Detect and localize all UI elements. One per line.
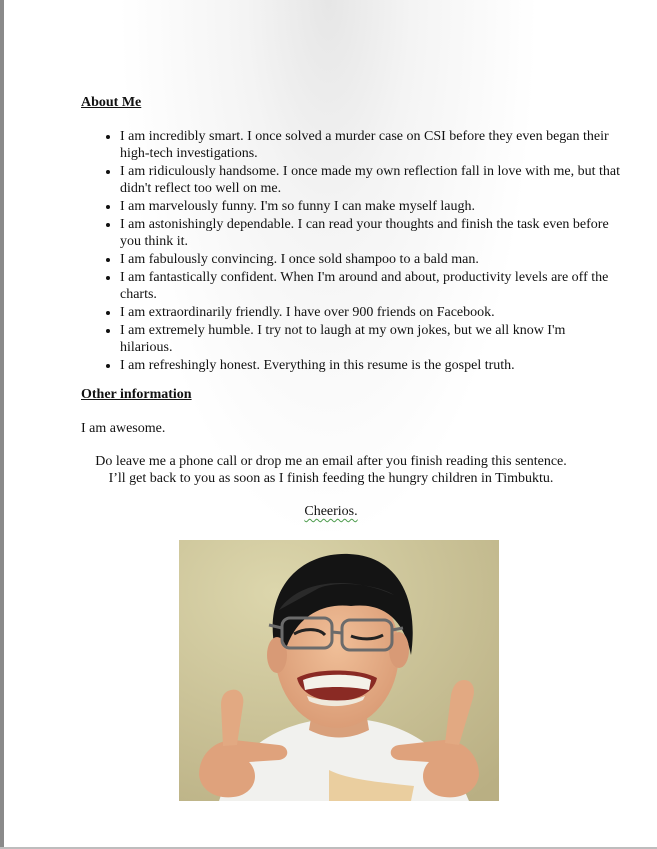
profile-photo <box>179 540 499 801</box>
contact-line-2: I’ll get back to you as soon as I finish feeding the hungry children in Timbuktu. <box>108 471 554 486</box>
list-item: • I am fantastically confident. When I'm around and about, productivity levels are off the charts. <box>120 269 620 303</box>
contact-line-1: Do leave me a phone call or drop me an email after you finish reading this sentence. <box>95 454 567 469</box>
list-item: • I am extraordinarily friendly. I have over 900 friends on Facebook. <box>120 304 620 321</box>
awesome-statement: I am awesome. <box>81 421 166 436</box>
page-left-border <box>0 0 4 849</box>
contact-paragraph <box>40 453 622 487</box>
list-item: • I am fabulously convincing. I once sold shampoo to a bald man. <box>120 251 620 268</box>
list-item: • I am marvelously funny. I'm so funny I can make myself laugh. <box>120 198 620 215</box>
list-item: • I am astonishingly dependable. I can read your thoughts and finish the task even before you think it. <box>120 216 620 250</box>
list-item: • I am ridiculously handsome. I once made my own reflection fall in love with me, but that didn't reflect too well on me. <box>120 163 620 197</box>
profile-photo-illustration <box>179 540 499 801</box>
other-information-heading: Other information <box>81 387 192 402</box>
list-item: • I am extremely humble. I try not to laugh at my own jokes, but we all know I'm hilarious. <box>120 322 620 356</box>
about-me-heading: About Me <box>81 95 142 110</box>
list-item: • I am incredibly smart. I once solved a murder case on CSI before they even began their high-tech investigations. <box>120 128 620 162</box>
about-me-list <box>81 128 620 375</box>
signoff-text: Cheerios. <box>304 504 358 519</box>
signoff-paragraph <box>40 503 622 520</box>
list-item: • I am refreshingly honest. Everything in this resume is the gospel truth. <box>120 357 620 374</box>
